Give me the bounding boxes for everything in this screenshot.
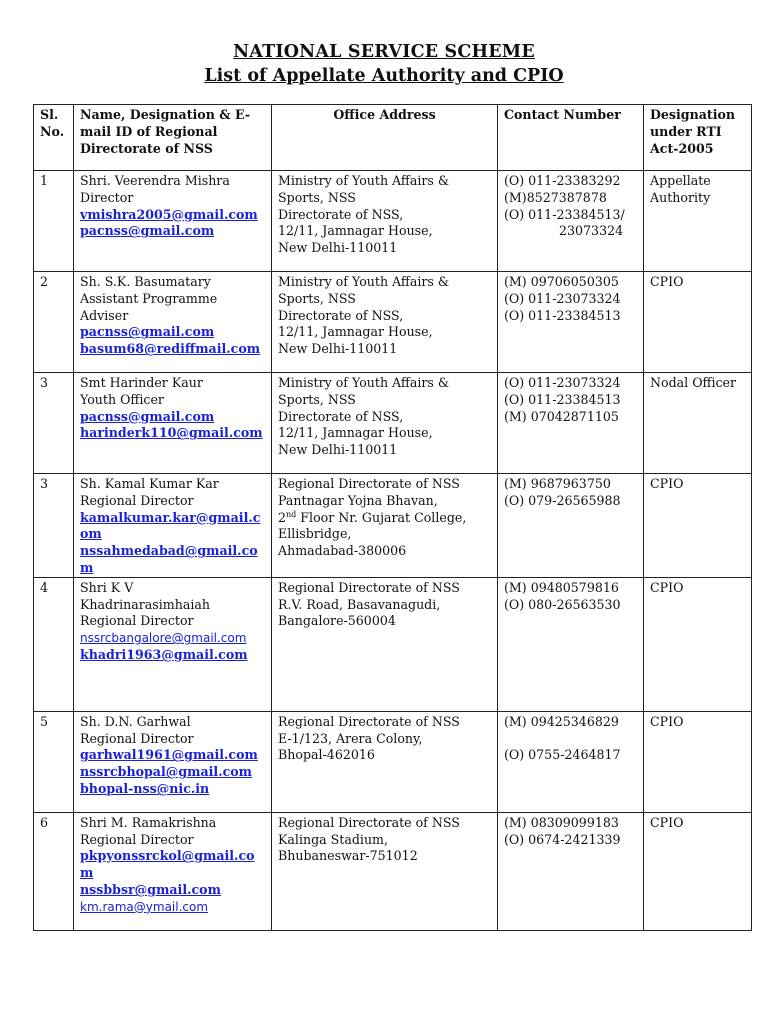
cell-contact-number — [498, 373, 644, 474]
address-line: New Delhi-110011 — [278, 341, 398, 357]
cell-sl-no: 4 — [34, 577, 74, 711]
contact-line: (O) 011-23384513 — [504, 307, 621, 323]
contact-line: (O) 079-26565988 — [504, 492, 621, 508]
address-line: 12/11, Jamnagar House, — [278, 324, 433, 340]
address-line: Ministry of Youth Affairs & — [278, 274, 450, 289]
official-name-line: Adviser — [80, 307, 129, 323]
table-row — [34, 272, 752, 373]
authority-table — [33, 104, 752, 931]
header-contact: Contact Number — [498, 105, 644, 171]
email-link[interactable]: nssbbsr@gmail.com — [80, 881, 221, 897]
contact-line: 23073324 — [559, 223, 624, 239]
table-row — [34, 711, 752, 812]
contact-line: (O) 011-23383292 — [504, 173, 621, 188]
table-row — [34, 171, 752, 272]
email-link[interactable]: harinderk110@gmail.com — [80, 425, 263, 441]
cell-office-address — [272, 373, 498, 474]
cell-office-address — [272, 711, 498, 812]
cell-rti-designation: CPIO — [644, 272, 752, 373]
cell-rti-designation: CPIO — [644, 577, 752, 711]
cell-sl-no: 1 — [34, 171, 74, 272]
email-link[interactable]: basum68@rediffmail.com — [80, 341, 261, 357]
cell-name — [74, 171, 272, 272]
cell-rti-designation: Appellate Authority — [644, 171, 752, 272]
email-link[interactable]: garhwal1961@gmail.com — [80, 747, 258, 763]
cell-contact-number — [498, 577, 644, 711]
contact-line: (M) 09706050305 — [504, 274, 619, 289]
cell-name — [74, 272, 272, 373]
email-link[interactable]: pacnss@gmail.com — [80, 324, 215, 340]
address-line: Regional Directorate of NSS — [278, 579, 460, 595]
cell-name — [74, 373, 272, 474]
email-link[interactable]: bhopal-nss@nic.in — [80, 780, 210, 796]
contact-line: (O) 011-23073324 — [504, 375, 621, 390]
header-designation: Designation under RTI Act-2005 — [644, 105, 752, 171]
official-name-line: Smt Harinder Kaur — [80, 375, 203, 390]
contact-line: (O) 011-23384513 — [504, 391, 621, 407]
cell-sl-no: 2 — [34, 272, 74, 373]
cell-rti-designation: CPIO — [644, 711, 752, 812]
address-line: New Delhi-110011 — [278, 240, 398, 256]
address-line: 12/11, Jamnagar House, — [278, 425, 433, 441]
cell-rti-designation: Nodal Officer — [644, 373, 752, 474]
cell-office-address — [272, 812, 498, 930]
cell-name — [74, 812, 272, 930]
document-subtitle: List of Appellate Authority and CPIO — [204, 66, 564, 86]
official-name-line: Director — [80, 189, 134, 205]
address-line: 2nd Floor Nr. Gujarat College, — [278, 509, 467, 525]
table-row — [34, 373, 752, 474]
cell-rti-designation: CPIO — [644, 474, 752, 578]
address-line: Regional Directorate of NSS — [278, 713, 460, 729]
address-line: Pantnagar Yojna Bhavan, — [278, 492, 438, 508]
cell-sl-no: 5 — [34, 711, 74, 812]
contact-line: (O) 0755-2464817 — [504, 747, 621, 763]
table-header-row — [34, 105, 752, 171]
cell-contact-number — [498, 812, 644, 930]
address-line: Sports, NSS — [278, 391, 356, 407]
email-link[interactable]: nssahmedabad@gmail.com — [80, 543, 258, 575]
address-line: Sports, NSS — [278, 189, 356, 205]
address-line: Bhopal-462016 — [278, 747, 375, 763]
header-name: Name, Designation & E-mail ID of Regional Directorate of NSS — [74, 105, 272, 171]
cell-name — [74, 711, 272, 812]
contact-line: (M) 07042871105 — [504, 408, 619, 424]
official-name-line: Regional Director — [80, 730, 194, 746]
cell-office-address — [272, 171, 498, 272]
cell-sl-no: 6 — [34, 812, 74, 930]
official-name-line: Regional Director — [80, 831, 194, 847]
contact-line: (M) 09480579816 — [504, 579, 619, 595]
table-row — [34, 474, 752, 578]
email-link[interactable]: pacnss@gmail.com — [80, 408, 215, 424]
contact-line: (M) 09425346829 — [504, 713, 619, 729]
table-row — [34, 812, 752, 930]
email-link[interactable]: kamalkumar.kar@gmail.com — [80, 509, 261, 542]
address-line: Ministry of Youth Affairs & — [278, 173, 450, 188]
official-name-line: Regional Director — [80, 613, 194, 629]
cell-rti-designation: CPIO — [644, 812, 752, 930]
contact-line — [504, 731, 637, 748]
table-row — [34, 577, 752, 711]
contact-line: (M) 08309099183 — [504, 814, 619, 830]
contact-line: (O) 011-23384513/ — [504, 206, 625, 222]
contact-line: (M)8527387878 — [504, 189, 607, 205]
email-link[interactable]: nssrcbangalore@gmail.com — [80, 631, 247, 646]
cell-name — [74, 474, 272, 578]
address-line: Regional Directorate of NSS — [278, 814, 460, 830]
document-title: NATIONAL SERVICE SCHEME — [233, 42, 535, 62]
address-line: Sports, NSS — [278, 290, 356, 306]
cell-office-address — [272, 474, 498, 578]
official-name-line: Khadrinarasimhaiah — [80, 596, 210, 612]
contact-line: (O) 011-23073324 — [504, 290, 621, 306]
address-line: Regional Directorate of NSS — [278, 476, 460, 491]
official-name-line: Shri M. Ramakrishna — [80, 814, 217, 830]
cell-name — [74, 577, 272, 711]
address-line: Bangalore-560004 — [278, 613, 396, 629]
official-name-line: Assistant Programme — [80, 290, 218, 306]
address-line: Directorate of NSS, — [278, 307, 404, 323]
cell-contact-number — [498, 171, 644, 272]
address-line: Directorate of NSS, — [278, 408, 404, 424]
address-line: Directorate of NSS, — [278, 206, 404, 222]
official-name-line: Shri K V — [80, 579, 134, 595]
official-name-line: Shri. Veerendra Mishra — [80, 173, 230, 188]
header-sl-no: Sl. No. — [34, 105, 74, 171]
address-line: E-1/123, Arera Colony, — [278, 730, 423, 746]
official-name-line: Sh. D.N. Garhwal — [80, 713, 191, 729]
table-body — [34, 171, 752, 931]
contact-line: (M) 9687963750 — [504, 476, 611, 491]
official-name-line: Sh. Kamal Kumar Kar — [80, 476, 219, 491]
header-address: Office Address — [272, 105, 498, 171]
address-line: Ministry of Youth Affairs & — [278, 375, 450, 390]
address-line: Bhubaneswar-751012 — [278, 848, 418, 864]
email-link[interactable]: nssrcbhopal@gmail.com — [80, 764, 252, 780]
cell-contact-number — [498, 474, 644, 578]
official-name-line: Regional Director — [80, 492, 194, 508]
cell-contact-number — [498, 711, 644, 812]
official-name-line: Youth Officer — [80, 391, 164, 407]
contact-line: (O) 080-26563530 — [504, 596, 621, 612]
email-link[interactable]: pacnss@gmail.com — [80, 223, 215, 239]
cell-sl-no: 3 — [34, 373, 74, 474]
cell-contact-number — [498, 272, 644, 373]
cell-office-address — [272, 272, 498, 373]
cell-office-address — [272, 577, 498, 711]
email-link[interactable]: pkpyonssrckol@gmail.com — [80, 848, 255, 881]
address-line: R.V. Road, Basavanagudi, — [278, 596, 441, 612]
official-name-line: Sh. S.K. Basumatary — [80, 274, 211, 289]
address-line: Ahmadabad-380006 — [278, 543, 407, 559]
address-line: Ellisbridge, — [278, 526, 352, 542]
address-line: Kalinga Stadium, — [278, 831, 388, 847]
contact-line: (O) 0674-2421339 — [504, 831, 621, 847]
address-line: 12/11, Jamnagar House, — [278, 223, 433, 239]
email-link[interactable]: vmishra2005@gmail.com — [80, 206, 258, 222]
cell-sl-no: 3 — [34, 474, 74, 578]
address-line: New Delhi-110011 — [278, 442, 398, 458]
email-link[interactable]: khadri1963@gmail.com — [80, 646, 248, 662]
email-link[interactable]: km.rama@ymail.com — [80, 899, 209, 914]
